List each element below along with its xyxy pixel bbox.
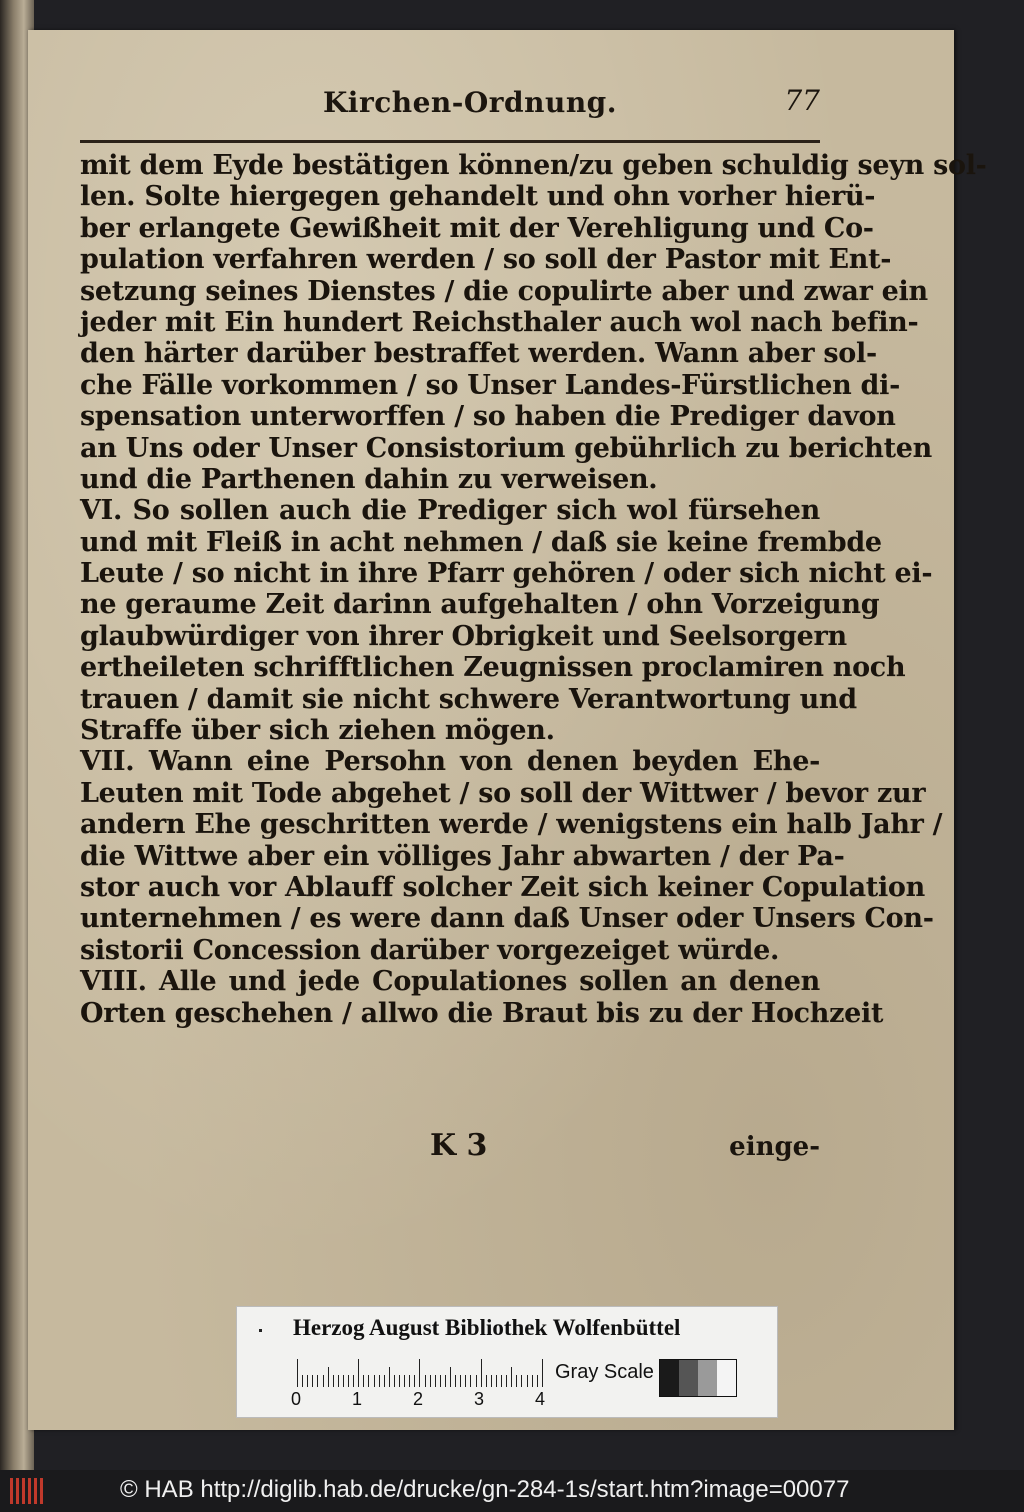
ruler-tick: [496, 1375, 497, 1387]
running-head: [80, 84, 820, 124]
text-line: mit dem Eyde bestätigen können/zu geben schuldig seyn sol-: [80, 150, 987, 181]
ruler-tick: [348, 1375, 349, 1387]
gray-swatch: [660, 1360, 679, 1396]
ruler-tick: [414, 1375, 415, 1387]
text-line: che Fälle vorkommen / so Unser Landes-Fürstlichen di-: [80, 369, 900, 401]
text-line: Orten geschehen / allwo die Braut bis zu der Hochzeit: [80, 997, 884, 1029]
text-line: an Uns oder Unser Consistorium gebührlich zu berichten: [80, 432, 932, 464]
ruler-tick: [445, 1375, 446, 1387]
ruler-tick: [297, 1359, 298, 1387]
ruler-tick: [486, 1375, 487, 1387]
text-line: setzung seines Dienstes / die copulirte aber und zwar ein: [80, 275, 928, 307]
text-line: ne geraume Zeit darinn aufgehalten / ohn Vorzeigung: [80, 589, 880, 621]
ruler-tick: [328, 1367, 329, 1387]
gray-scale-swatches: [659, 1359, 737, 1397]
text-line: Leuten mit Tode abgehet / so soll der Wittwer / bevor zur: [80, 777, 926, 809]
gray-swatch: [698, 1360, 717, 1396]
ruler-tick: [481, 1359, 482, 1387]
ruler-number: 4: [535, 1389, 546, 1409]
logo-stripe: [16, 1478, 19, 1504]
text-line: Straffe über sich ziehen mögen.: [80, 715, 555, 747]
ruler-tick: [338, 1375, 339, 1387]
text-line: den härter darüber bestraffet werden. Wann aber sol-: [80, 338, 877, 370]
text-line: jeder mit Ein hundert Reichsthaler auch wol nach befin-: [80, 306, 919, 338]
ruler-tick: [399, 1375, 400, 1387]
logo-stripe: [10, 1478, 13, 1504]
text-line: ertheileten schrifftlichen Zeugnissen proclamiren noch: [80, 652, 906, 684]
body-text: [80, 150, 987, 1029]
viewer-footer: [0, 1470, 1024, 1512]
ruler-tick: [384, 1375, 385, 1387]
hab-logo-icon: [10, 1478, 44, 1504]
ruler-tick: [430, 1375, 431, 1387]
ruler-tick: [516, 1375, 517, 1387]
gray-swatch: [717, 1360, 736, 1396]
ruler-tick: [404, 1375, 405, 1387]
ruler-tick: [527, 1375, 528, 1387]
ruler-tick: [307, 1375, 308, 1387]
page-number: 77: [784, 84, 820, 117]
ruler-tick: [302, 1375, 303, 1387]
text-line: trauen / damit sie nicht schwere Verantwortung und: [80, 683, 857, 715]
gray-swatch: [679, 1360, 698, 1396]
gray-scale-label: Gray Scale: [555, 1361, 654, 1383]
institution-name: Herzog August Bibliothek Wolfenbüttel: [293, 1315, 681, 1340]
text-line: spensation unterworffen / so haben die Prediger davon: [80, 401, 896, 433]
ruler-tick: [317, 1375, 318, 1387]
logo-stripe: [22, 1478, 25, 1504]
ruler-tick: [374, 1375, 375, 1387]
ruler-tick: [491, 1375, 492, 1387]
ruler-tick: [389, 1367, 390, 1387]
scale-ruler: [297, 1359, 547, 1387]
text-line: unternehmen / es were dann daß Unser oder Unsers Con-: [80, 903, 934, 935]
text-line: sistorii Concession darüber vorgezeiget würde.: [80, 934, 780, 966]
ruler-tick: [465, 1375, 466, 1387]
ruler-tick: [358, 1359, 359, 1387]
ruler-tick: [368, 1375, 369, 1387]
text-line: VI. So sollen auch die Prediger sich wol fürsehen: [80, 495, 820, 527]
ruler-tick: [476, 1375, 477, 1387]
ruler-tick: [394, 1375, 395, 1387]
footer-copyright-link[interactable]: © HAB http://diglib.hab.de/drucke/gn-284-1s/start.htm?image=00077: [120, 1476, 850, 1503]
ruler-tick: [419, 1359, 420, 1387]
page-foot: [80, 1128, 820, 1168]
ruler-number: 1: [352, 1389, 363, 1409]
catchword: einge-: [729, 1132, 820, 1162]
header-rule: [80, 140, 820, 143]
ruler-tick: [521, 1375, 522, 1387]
ruler-tick: [312, 1375, 313, 1387]
ruler-tick: [353, 1375, 354, 1387]
logo-stripe: [28, 1478, 31, 1504]
ruler-tick: [450, 1367, 451, 1387]
text-line: glaubwürdiger von ihrer Obrigkeit und Seelsorgern: [80, 620, 847, 652]
text-line: VIII. Alle und jede Copulationes sollen an denen: [80, 966, 820, 998]
text-line: andern Ehe geschritten werde / wenigstens ein halb Jahr /: [80, 809, 943, 841]
ruler-tick: [425, 1375, 426, 1387]
text-line: Leute / so nicht in ihre Pfarr gehören / oder sich nicht ei-: [80, 558, 933, 590]
text-line: ber erlangete Gewißheit mit der Verehligung und Co-: [80, 212, 874, 244]
signature-mark: K 3: [430, 1128, 488, 1163]
card-dot: [259, 1329, 262, 1332]
text-line: und mit Fleiß in acht nehmen / daß sie keine frembde: [80, 526, 882, 558]
ruler-tick: [379, 1375, 380, 1387]
logo-stripe: [40, 1478, 43, 1504]
ruler-tick: [537, 1375, 538, 1387]
text-line: und die Parthenen dahin zu verweisen.: [80, 463, 658, 495]
ruler-tick: [460, 1375, 461, 1387]
logo-stripe: [34, 1478, 37, 1504]
ruler-tick: [455, 1375, 456, 1387]
text-line: len. Solte hiergegen gehandelt und ohn vorher hierü-: [80, 181, 876, 213]
text-line: stor auch vor Ablauff solcher Zeit sich keiner Copulation: [80, 871, 925, 903]
running-title: Kirchen-Ordnung.: [322, 86, 618, 119]
ruler-tick: [440, 1375, 441, 1387]
ruler-tick: [343, 1375, 344, 1387]
ruler-tick: [435, 1375, 436, 1387]
ruler-number: 0: [291, 1389, 302, 1409]
ruler-tick: [363, 1375, 364, 1387]
ruler-tick: [409, 1375, 410, 1387]
ruler-tick: [501, 1375, 502, 1387]
ruler-tick: [333, 1375, 334, 1387]
ruler-numbers: [291, 1389, 551, 1413]
ruler-tick: [470, 1375, 471, 1387]
ruler-number: 3: [474, 1389, 485, 1409]
text-line: VII. Wann eine Persohn von denen beyden Ehe-: [80, 746, 820, 778]
ruler-tick: [323, 1375, 324, 1387]
color-card: [236, 1306, 778, 1418]
text-line: pulation verfahren werden / so soll der Pastor mit Ent-: [80, 244, 892, 276]
ruler-tick: [542, 1359, 543, 1387]
ruler-tick: [532, 1375, 533, 1387]
ruler-number: 2: [413, 1389, 424, 1409]
ruler-tick: [511, 1367, 512, 1387]
text-line: die Wittwe aber ein völliges Jahr abwarten / der Pa-: [80, 840, 845, 872]
ruler-tick: [506, 1375, 507, 1387]
